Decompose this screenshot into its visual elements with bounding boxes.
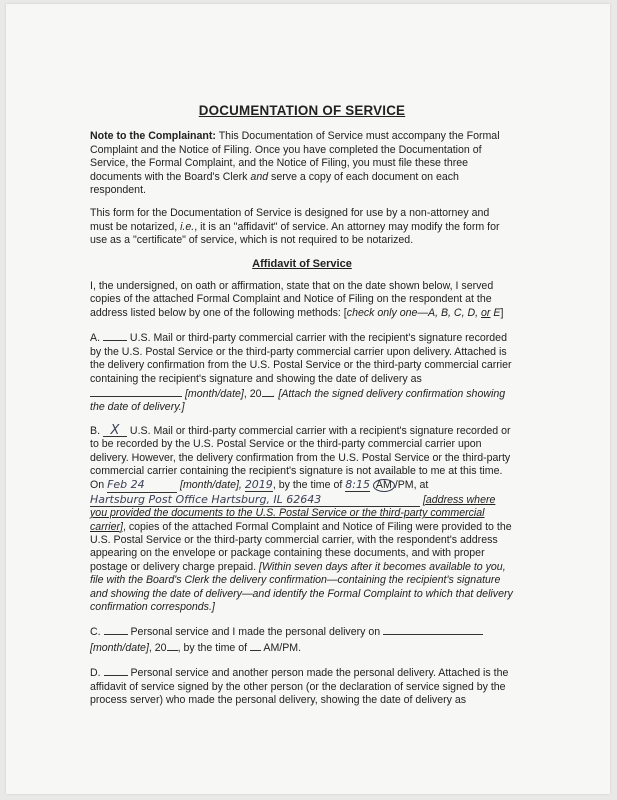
- affidavit-heading: Affidavit of Service: [252, 257, 352, 270]
- attorney-paragraph: [90, 207, 514, 247]
- option-b-label: B.: [90, 424, 101, 437]
- option-a-year-blank[interactable]: [262, 386, 273, 397]
- note-label: Note to the Complainant:: [90, 130, 216, 143]
- option-a-label: A.: [90, 332, 101, 345]
- intro-paragraph: [90, 280, 514, 320]
- option-b-year-handwritten[interactable]: 2019: [244, 478, 273, 492]
- option-d-blank[interactable]: [104, 665, 128, 676]
- note-text: This Documentation of Service must accompany the Formal Complaint and the Notice of Filing. Once you have completed the Documentation of Service, the Formal Complaint, and the Notice of Filing, you must file these three documents with the Board's Clerk: [90, 130, 500, 183]
- document-body: [90, 104, 514, 717]
- intro-text: I, the undersigned, on oath or affirmation, state that on the date shown below, I served copies of the attached Formal Complaint and Notice of Filing on the respondent at the address listed below by one of the following methods: [: [90, 280, 494, 319]
- option-c: [90, 624, 514, 655]
- option-a-text: U.S. Mail or third-party commercial carrier with the recipient's signature recorded by the U.S. Postal Service or the third-party commercial carrier upon delivery. Attached is the delivery confirmation from the U.S. Postal Service or the third-party commercial carrier containing the recipient's signature and showing the date of delivery as: [90, 332, 512, 385]
- option-a-attach: . [Attach the signed delivery confirmation showing the date of delivery.]: [90, 387, 506, 414]
- option-c-year-blank[interactable]: [167, 640, 178, 651]
- option-b-text: U.S. Mail or third-party commercial carrier with a recipient's signature recorded or to be recorded by the U.S. Postal Service or the third-party commercial carrier upon delivery. However, the delivery confirmation from the U.S. Postal Service or the third-party commercial carrier containing the recipient's signature is not available to me at this time. On: [90, 424, 511, 492]
- option-c-text: Personal service and I made the personal delivery on: [127, 626, 384, 639]
- document-title: DOCUMENTATION OF SERVICE: [198, 103, 406, 118]
- option-b-monthdate: [month/date],: [177, 479, 245, 492]
- option-c-time-blank[interactable]: [250, 640, 261, 651]
- option-b-text-end: , copies of the attached Formal Complaint and Notice of Filing were provided to the U.S. Postal Service or the third-party commercial carrier, with the respondent's address appearing on the envelope or package containing these documents, and with proper postage or delivery charge prepaid.: [90, 520, 512, 573]
- note-paragraph: [90, 130, 514, 197]
- option-b-checkmark[interactable]: X: [103, 425, 127, 437]
- option-c-time: , by the time of: [177, 641, 251, 654]
- attorney-ie: i.e.: [180, 220, 195, 233]
- option-b: [90, 422, 514, 615]
- option-b-time-handwritten[interactable]: 8:15: [345, 478, 370, 492]
- option-c-blank[interactable]: [104, 624, 128, 635]
- note-text-end: serve a copy of each document on each respondent.: [90, 170, 459, 197]
- option-d: [90, 665, 514, 707]
- option-b-address-handwritten[interactable]: Hartsburg Post Office Hartsburg, IL 62643: [90, 493, 420, 507]
- option-a-blank[interactable]: [103, 330, 127, 341]
- option-d-label: D.: [90, 667, 101, 680]
- intro-e: E: [493, 306, 501, 319]
- option-b-time-text: , by the time of: [272, 479, 346, 492]
- intro-or: or: [481, 306, 491, 319]
- attorney-text: This form for the Documentation of Service is designed for use by a non-attorney and must be notarized,: [90, 207, 490, 233]
- option-b-date-handwritten[interactable]: Feb 24: [107, 478, 177, 492]
- option-a-year: , 20: [243, 387, 262, 400]
- option-c-label: C.: [90, 626, 101, 639]
- document-page: [6, 4, 610, 794]
- option-d-text: Personal service and another person made the personal delivery. Attached is the affidavit of service signed by the other person (or the declaration of service signed by the process server) who made the personal delivery, showing the date of delivery as: [90, 667, 509, 707]
- note-and: and: [250, 170, 269, 183]
- option-b-within: [Within seven days after it becomes available to you, file with the Board's Clerk the delivery confirmation—containing the recipient's signature and showing the date of delivery—and identify the Formal Complaint to which that delivery confirmation corresponds.]: [90, 560, 513, 613]
- option-a-monthdate: [month/date]: [184, 387, 244, 400]
- option-c-date-blank[interactable]: [383, 624, 483, 635]
- intro-check: check only one—A, B, C, D,: [346, 306, 482, 319]
- option-c-ampm: AM/PM.: [261, 641, 302, 654]
- option-b-pm: /PM, at: [394, 479, 429, 492]
- option-a: [90, 330, 514, 414]
- attorney-text-end: , it is an "affidavit" of service. An attorney may modify the form for use as a "certificate" of service, which is not required to be notarized.: [90, 220, 500, 247]
- option-c-year: , 20: [148, 641, 167, 654]
- am-circled: AM: [373, 479, 395, 492]
- option-b-address-label: [address where you provided the documents to the U.S. Postal Service or the third-party commercial carrier]: [90, 493, 496, 533]
- intro-close: ]: [500, 306, 504, 319]
- option-a-date-blank[interactable]: [90, 386, 182, 397]
- option-c-monthdate: [month/date]: [90, 641, 149, 654]
